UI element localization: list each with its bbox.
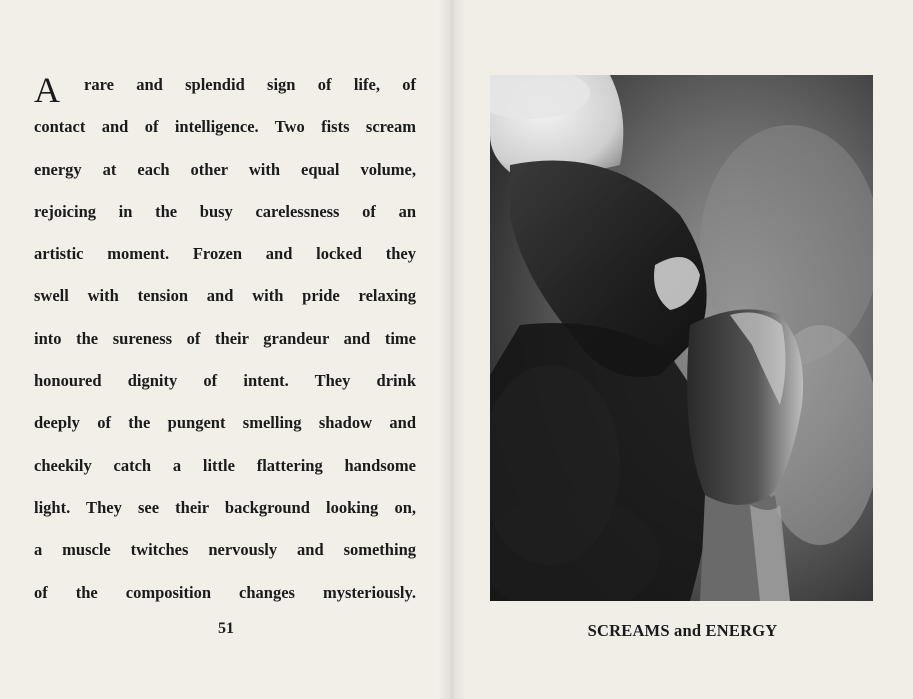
page-number: 51 [218, 620, 234, 637]
text-line: of the composition changes mysteriously. [34, 582, 416, 602]
text-line: light. They see their background looking on, [34, 497, 416, 517]
drop-cap: A [34, 70, 60, 110]
photo-two-fists [490, 75, 873, 601]
photo-caption: SCREAMS and ENERGY [587, 621, 778, 640]
text-line: artistic moment. Frozen and locked they [34, 244, 416, 264]
text-line: energy at each other with equal volume, [34, 159, 416, 179]
text-line-content: rare and splendid sign of life, of [84, 75, 416, 94]
text-line: into the sureness of their grandeur and time [34, 328, 416, 348]
text-line [34, 64, 416, 110]
text-line: a muscle twitches nervously and something [34, 540, 416, 560]
photo-image [490, 75, 873, 601]
text-line: contact and of intelligence. Two fists scream [34, 117, 416, 137]
book-gutter [438, 0, 466, 699]
text-line: honoured dignity of intent. They drink [34, 371, 416, 391]
text-line: deeply of the pungent smelling shadow and [34, 413, 416, 433]
body-text [34, 64, 416, 614]
left-page [0, 0, 452, 699]
text-line: rejoicing in the busy carelessness of an [34, 201, 416, 221]
text-line: swell with tension and with pride relaxing [34, 286, 416, 306]
text-line: cheekily catch a little flattering handsome [34, 455, 416, 475]
